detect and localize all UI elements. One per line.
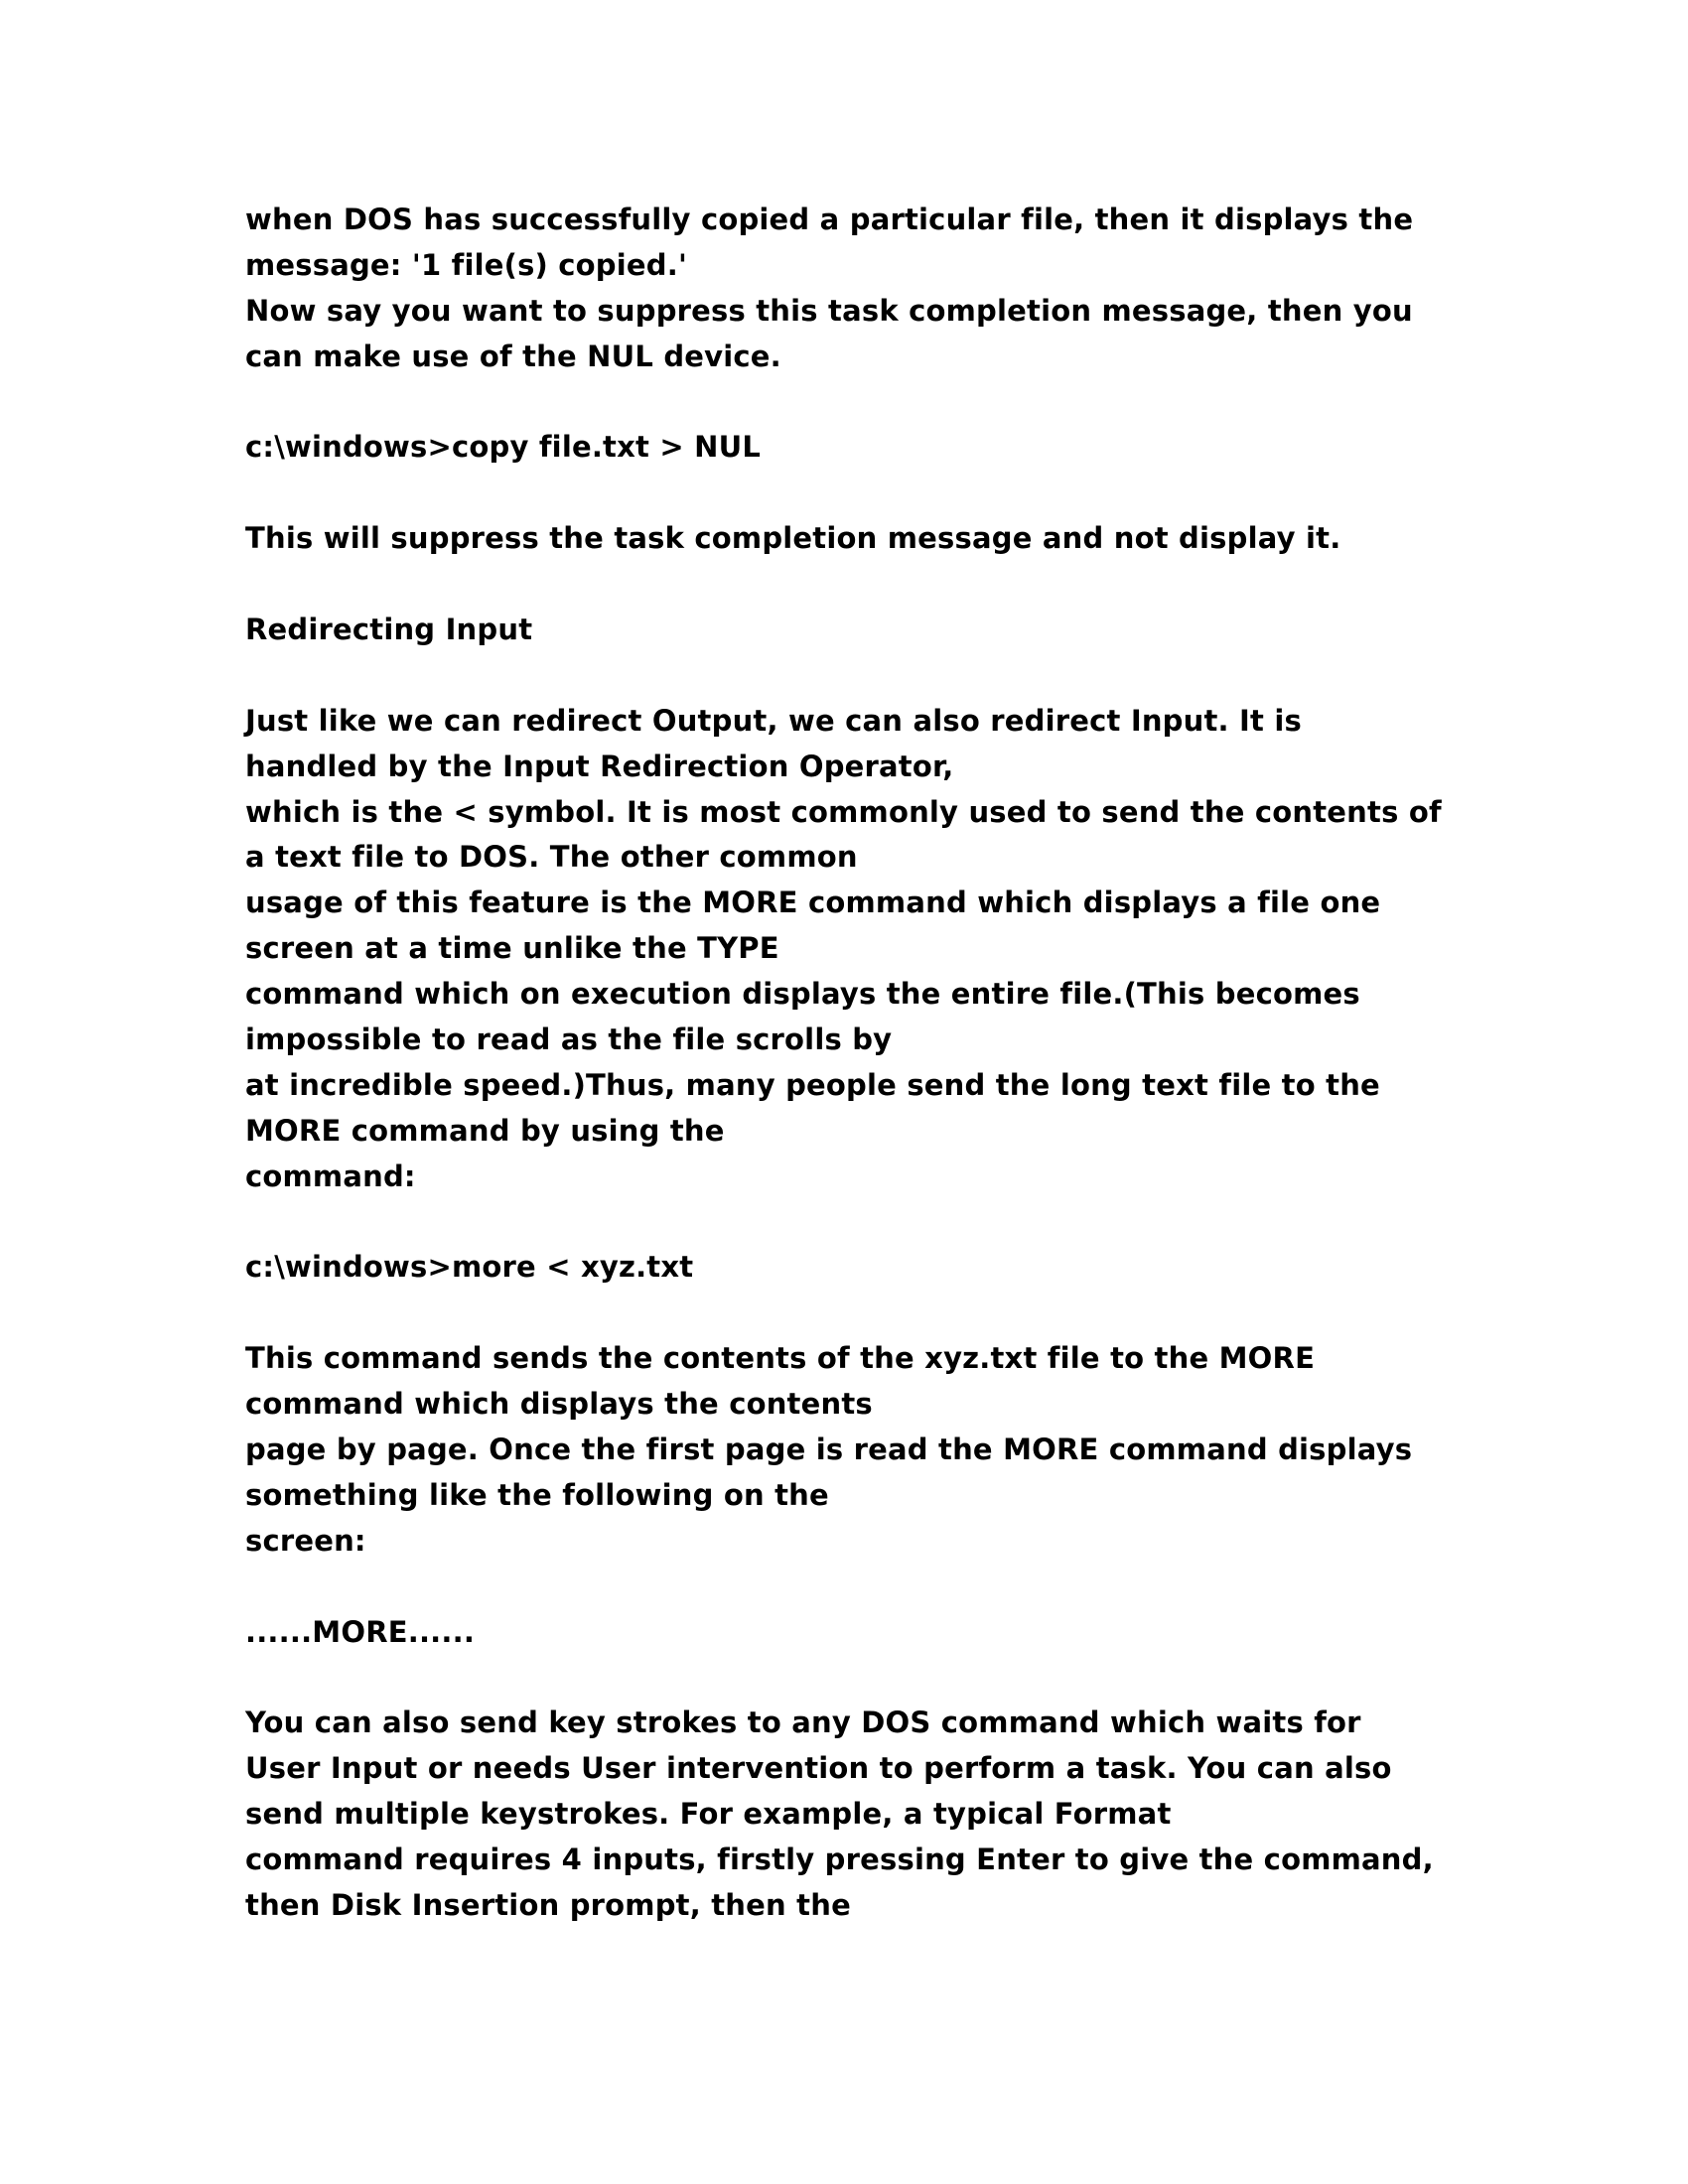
blank-line [245, 471, 1442, 516]
text-line: usage of this feature is the MORE command which displays a file one [245, 886, 1381, 920]
text-line: screen: [245, 1523, 366, 1558]
text-line: send multiple keystrokes. For example, a typical Format [245, 1797, 1172, 1832]
text-line: command: [245, 1159, 416, 1193]
text-line: command requires 4 inputs, firstly pressing Enter to give the command, [245, 1843, 1434, 1877]
text-line: You can also send key strokes to any DOS command which waits for [245, 1706, 1361, 1740]
text-line: command which on execution displays the entire file.(This becomes [245, 977, 1360, 1012]
blank-line [245, 653, 1442, 699]
text-line: This will suppress the task completion message and not display it. [245, 521, 1341, 556]
text-line: Now say you want to suppress this task completion message, then you [245, 293, 1413, 328]
text-line: which is the < symbol. It is most commonly used to send the contents of [245, 794, 1442, 829]
text-line: Just like we can redirect Output, we can also redirect Input. It is [245, 703, 1302, 738]
text-line: something like the following on the [245, 1477, 829, 1512]
blank-line [245, 1200, 1442, 1246]
text-line: a text file to DOS. The other common [245, 840, 858, 875]
text-line: User Input or needs User intervention to perform a task. You can also [245, 1751, 1392, 1786]
text-line: This command sends the contents of the xyz.txt file to the MORE [245, 1341, 1316, 1376]
text-line: handled by the Input Redirection Operator, [245, 749, 954, 783]
text-line: c:\windows>more < xyz.txt [245, 1250, 694, 1285]
text-line: c:\windows>copy file.txt > NUL [245, 430, 762, 465]
text-line: message: '1 file(s) copied.' [245, 247, 688, 282]
text-line: MORE command by using the [245, 1113, 725, 1148]
text-line: page by page. Once the first page is read the MORE command displays [245, 1433, 1413, 1467]
text-line: command which displays the contents [245, 1387, 873, 1422]
blank-line [245, 562, 1442, 608]
text-line: screen at a time unlike the TYPE [245, 931, 779, 966]
text-line: impossible to read as the file scrolls by [245, 1023, 893, 1057]
text-line: can make use of the NUL device. [245, 339, 781, 373]
text-line: at incredible speed.)Thus, many people send the long text file to the [245, 1067, 1380, 1102]
blank-line [245, 1565, 1442, 1610]
text-line: then Disk Insertion prompt, then the [245, 1887, 851, 1922]
blank-line [245, 1291, 1442, 1336]
text-line: Redirecting Input [245, 613, 533, 647]
blank-line [245, 380, 1442, 426]
blank-line [245, 1656, 1442, 1702]
document-body [245, 198, 1442, 1929]
text-line: when DOS has successfully copied a particular file, then it displays the [245, 203, 1414, 236]
text-line: ......MORE...... [245, 1614, 476, 1649]
